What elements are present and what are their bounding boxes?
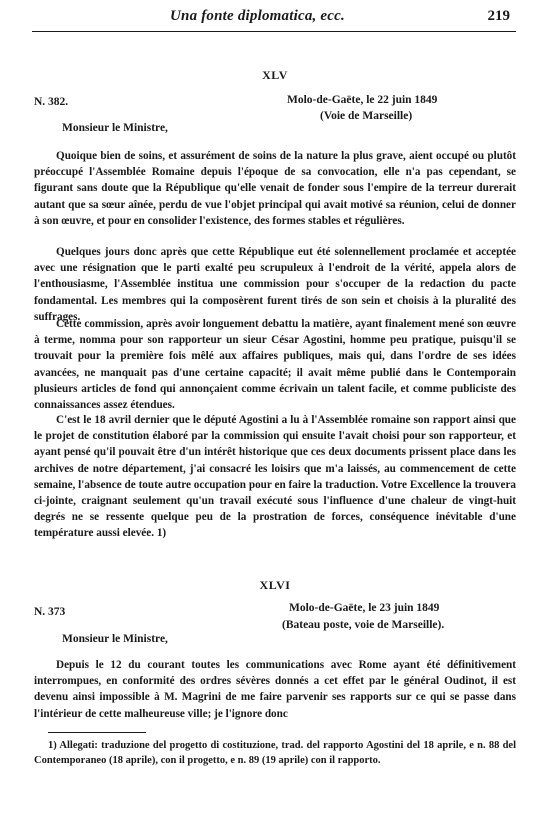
document-number: N. 373: [34, 606, 66, 618]
salutation: Monsieur le Ministre,: [62, 633, 168, 645]
footnote-rule: [48, 732, 146, 733]
route-note: (Bateau poste, voie de Marseille).: [282, 619, 445, 631]
footnote: 1) Allegati: traduzione del progetto di costituzione, trad. del rapporto Agostini del 18 aprile, e n. 88 del Contemporaneo (18 aprile), con il progetto, e n. 89 (19 aprile) con il rapporto.: [34, 740, 516, 766]
paragraph: Cette commission, après avoir longuement debattu la matière, ayant finalement mené son œuvre à terme, nomma pour son rapporteur un sieur César Agostini, homme peu pratique, puisqu'il se trouvait pour la première fois mêlé aux affaires publiques, mais qui, dans l'ordre de ses idées avancées, ne manquait pas d'une certaine capacité; il avait même publié dans le Contemporain plusieurs articles de fond qui annonçaient comme écrivain un talent facile, et comme publiciste des connaissances assez étendues.: [34, 318, 516, 412]
header-rule: [32, 31, 516, 32]
paragraph: Quoique bien de soins, et assurément de soins de la nature la plus grave, aient occupé ou plutôt préoccupé l'Assemblée Romaine depuis l'époque de sa convocation, elle n'a pas cependant, se figurant sans doute que la République qu'elle venait de fonder sous l'empire de la terreur durerait autant que sa sœur aînée, perdu de vue l'objet principal qui avait motivé sa réunion, celui de donner à son œuvre, et pour en consolider l'existence, des formes stables et régulières.: [34, 150, 516, 227]
page-number: 219: [487, 8, 510, 24]
running-title: Una fonte diplomatica, ecc.: [170, 8, 345, 24]
section-number: XLVI: [259, 578, 291, 592]
place-date: Molo-de-Gaëte, le 22 juin 1849: [287, 94, 438, 106]
document-number: N. 382.: [34, 96, 69, 108]
route-note: (Voie de Marseille): [320, 110, 413, 122]
salutation: Monsieur le Ministre,: [62, 122, 168, 134]
paragraph: Depuis le 12 du courant toutes les communications avec Rome ayant été définitivement interrompues, en conformité des ordres sévères donnés a cet effet par le général Oudinot, il est devenu ainsi impossible à M. Magrini de me faire parvenir ses rapports sur ce qui se passe dans l'intérieur de cette malheureuse ville; je l'ignore donc: [34, 659, 516, 720]
section-number: XLV: [262, 68, 288, 82]
paragraph: C'est le 18 avril dernier que le député Agostini a lu à l'Assemblée romaine son rapport ainsi que le projet de constitution élaboré par la commission qui ensuite l'avait choisi pour son rapporteur, et ayant pensé qu'il pouvait être d'un intérêt historique que ces deux documents prissent place dans les archives de notre département, j'ai consacré les loisirs que m'a laissés, au commencement de cette semaine, l'absence de toute autre occupation pour en faire la traduction. Votre Excellence la trouvera ci-jointe, craignant seulement qu'un travail exécuté sous l'influence d'une chaleur de vingt-huit degrés ne se ressente quelque peu de la prostration de forces, conséquence inévitable d'une température aussi elevée. 1): [34, 414, 516, 540]
page-header: [170, 8, 510, 30]
paragraph: Quelques jours donc après que cette République eut été solennellement proclamée et acceptée avec une résignation que le parti exalté peu scrupuleux à l'endroit de la vérité, appela alors de l'enthousiasme, l'Assemblée institua une commission pour s'occuper de la redaction du pacte fondamental. Les membres qui la composèrent furent tirés de son sein et choisis à la pluralité des suffrages.: [34, 246, 516, 323]
place-date: Molo-de-Gaëte, le 23 juin 1849: [289, 602, 440, 614]
